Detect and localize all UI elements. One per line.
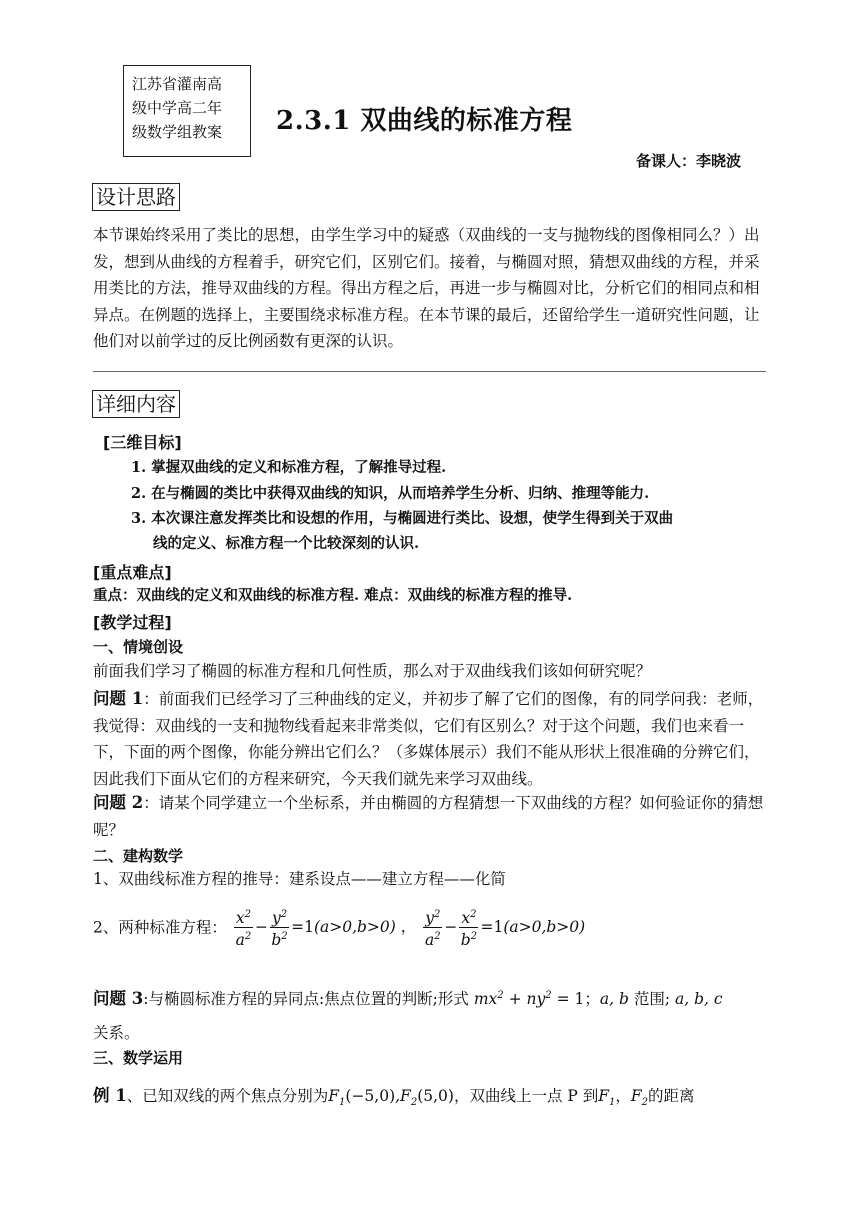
question-one-text: ：前面我们已经学习了三种曲线的定义，并初步了解了它们的图像，有的同学问我：老师，我觉得：双曲线的一支和抛物线看起来非常类似，它们有区别么？对于这个问题，我们也来看一下，下面的两个图像，你能分辨出它们么？（多媒体展示）我们不能从形状上很准确的分辨它们，因此我们下面从它们的方程来研究，今天我们就先来学习双曲线。 [93,690,764,788]
derivation-item: 1、双曲线标准方程的推导：建系设点——建立方程——化简 [93,870,506,888]
preparer-label: 备课人：李晓波 [636,152,742,170]
example-one-label: 例 1 [93,1086,127,1105]
key-points-text: 重点：双曲线的定义和双曲线的标准方程. 难点：双曲线的标准方程的推导. [93,587,573,604]
standard-equations-row: 2、两种标准方程： $\frac{x^2}{a^2}$ − $\frac{y^2}{b^2}$ =1(a>0,b>0) ， $\frac{y^2}{a^2}$ − $\frac{x^2}{b^2}$ =1(a>0,b>0) [93,906,585,949]
question-three-continued: 关系。 [93,1024,140,1042]
range-text: 范围; [633,990,671,1009]
example-one: 例 1、已知双线的两个焦点分别为$F_1(-5,0),F_2(5,0)$，双曲线上一点 P 到$F_1$，$F_2$的距离 [93,1086,695,1109]
question-three: 问题 3:与椭圆标准方程的异同点:焦点位置的判断;形式 $mx^2 + ny^2 = 1$；a, b 范围; a, b, c [93,989,723,1009]
design-paragraph: 本节课始终采用了类比的思想，由学生学习中的疑惑（双曲线的一支与抛物线的图像相同么？）出发，想到从曲线的方程着手，研究它们，区别它们。接着，与椭圆对照，猜想双曲线的方程，并采用类比的方法，推导双曲线的方程。得出方程之后，再进一步与椭圆对比，分析它们的相同点和相异点。在例题的选择上，主要围绕求标准方程。在本节课的最后，还留给学生一道研究性问题，让他们对以前学过的反比例函数有更深的认识。 [93,226,760,350]
form-expression: $mx^2 + ny^2 = 1$ [473,990,585,1009]
school-line: 级中学高二年 [132,99,223,117]
goal-item-continued: 线的定义、标准方程一个比较深刻的认识. [153,535,420,552]
standard-equations-label: 2、两种标准方程： [93,918,227,937]
process-heading: [教学过程] [93,613,172,632]
example-one-text-c: 的距离 [648,1087,695,1105]
equation-y-axis: $\frac{y^2}{a^2}$ − $\frac{x^2}{b^2}$ =1(a>0,b>0) [421,918,585,936]
example-one-text-b: ，双曲线上一点 P 到 [453,1087,599,1105]
detail-heading: 详细内容 [92,390,180,418]
page-title: 2.3.1 双曲线的标准方程 [276,106,573,136]
school-label-box [123,65,251,157]
section-three-heading: 三、数学运用 [93,1049,184,1067]
goal-item: 2. 在与椭圆的类比中获得双曲线的知识，从而培养学生分析、归纳、推理等能力. [131,485,650,502]
question-two-label: 问题 2 [93,793,144,812]
section-divider [93,371,766,372]
example-one-text: 、已知双线的两个焦点分别为 [126,1087,329,1105]
key-points-heading: [重点难点] [93,563,172,582]
question-three-text: :与椭圆标准方程的异同点:焦点位置的判断;形式 [143,990,469,1009]
question-two-text: ：请某个同学建立一个坐标系，并由椭圆的方程猜想一下双曲线的方程？如何验证你的猜想呢？ [93,794,764,839]
school-line: 江苏省灌南高 [132,75,223,93]
school-line: 级数学组教案 [132,123,223,141]
question-one [93,686,771,792]
design-heading: 设计思路 [92,183,180,211]
equation-x-axis: $\frac{x^2}{a^2}$ − $\frac{y^2}{b^2}$ =1(a>0,b>0) [232,918,401,936]
section-one-intro: 前面我们学习了椭圆的标准方程和几何性质，那么对于双曲线我们该如何研究呢？ [93,662,652,680]
goal-item: 3. 本次课注意发挥类比和设想的作用，与椭圆进行类比、设想，使学生得到关于双曲 [131,510,674,527]
goals-heading: [三维目标] [103,433,182,452]
goal-item: 1. 掌握双曲线的定义和标准方程，了解推导过程. [131,459,447,476]
question-one-label: 问题 1 [93,689,144,708]
section-one-heading: 一、情境创设 [93,638,184,656]
question-three-label: 问题 3 [93,989,144,1009]
foci-expression: $F_1(-5,0),F_2(5,0)$ [328,1087,454,1109]
section-two-heading: 二、建构数学 [93,847,184,865]
question-two [93,790,771,843]
